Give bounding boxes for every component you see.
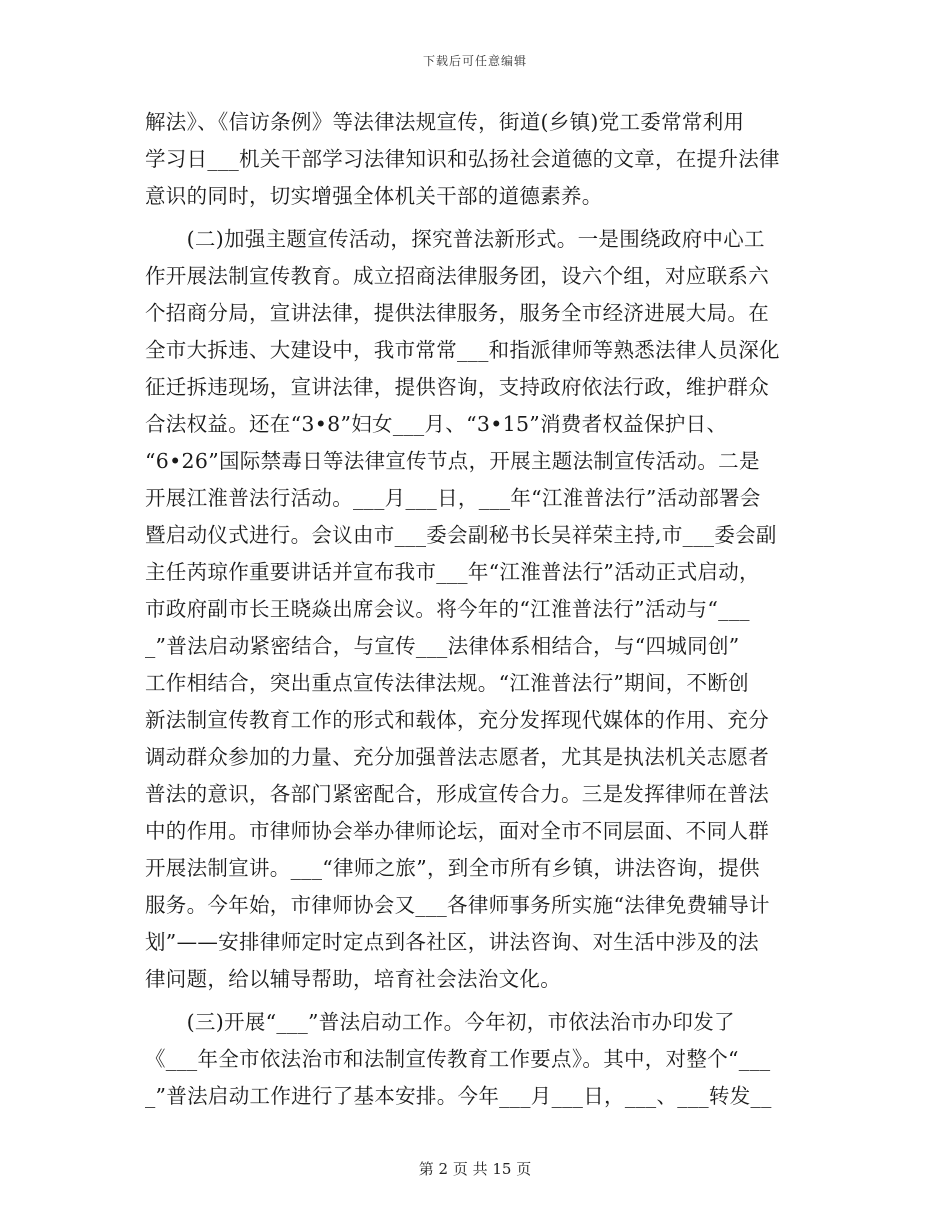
text-line: 市政府副市长王晓焱出席会议。将今年的“江淮普法行”活动与“___ (145, 597, 750, 621)
text-line: 征迁拆违现场，宣讲法律，提供咨询，支持政府依法行政，维护群众 (145, 375, 769, 399)
text-line: 合法权益。还在“3•8”妇女___月、“3•15”消费者权益保护日、 (145, 412, 728, 436)
text-line: _”普法启动工作进行了基本安排。今年___月___日，___、___转发__ (145, 1084, 772, 1108)
text-line: 开展江淮普法行活动。___月___日，___年“江淮普法行”活动部署会 (145, 486, 761, 510)
text-line: 主任芮琼作重要讲话并宣布我市___年“江淮普法行”活动正式启动， (145, 560, 760, 584)
text-line: 开展法制宣讲。___“律师之旅”，到全市所有乡镇，讲法咨询，提供 (145, 856, 760, 880)
text-line: 划”——安排律师定时定点到各社区，讲法咨询、对生活中涉及的法 (145, 930, 759, 954)
text-line: (二)加强主题宣传活动，探究普法新形式。一是围绕政府中心工 (145, 227, 765, 251)
text-line: 解法》、《信访条例》等法律法规宣传，街道(乡镇)党工委常常利用 (145, 110, 745, 134)
text-line: 中的作用。市律师协会举办律师论坛，面对全市不同层面、不同人群 (145, 819, 769, 843)
text-line: 作开展法制宣传教育。成立招商法律服务团，设六个组，对应联系六 (145, 264, 769, 288)
text-line: 意识的同时，切实增强全体机关干部的道德素养。 (145, 184, 603, 208)
text-line: 调动群众参加的力量、充分加强普法志愿者，尤其是执法机关志愿者 (145, 745, 769, 769)
text-line: (三)开展“___”普法启动工作。今年初，市依法治市办印发了 (145, 1010, 735, 1034)
text-line: “6•26”国际禁毒日等法律宣传节点，开展主题法制宣传活动。二是 (145, 449, 760, 473)
text-line: 服务。今年始，市律师协会又___各律师事务所实施“法律免费辅导计 (145, 893, 770, 917)
paragraph (145, 221, 807, 998)
text-line: 律问题，给以辅导帮助，培育社会法治文化。 (145, 967, 561, 991)
paragraph (145, 104, 807, 215)
page-footer: 第 2 页 共 15 页 (418, 1160, 532, 1178)
text-line: 普法的意识，各部门紧密配合，形成宣传合力。三是发挥律师在普法 (145, 782, 769, 806)
text-line: 学习日___机关干部学习法律知识和弘扬社会道德的文章，在提升法律 (145, 147, 780, 171)
page-header: 下载后可任意编辑 (422, 54, 527, 68)
text-line: 全市大拆违、大建设中，我市常常___和指派律师等熟悉法律人员深化 (145, 338, 780, 362)
text-line: 新法制宣传教育工作的形式和载体，充分发挥现代媒体的作用、充分 (145, 708, 769, 732)
text-line: 《___年全市依法治市和法制宣传教育工作要点》。其中，对整个“___ (145, 1047, 771, 1071)
text-line: 工作相结合，突出重点宣传法律法规。“江淮普法行”期间，不断创 (145, 671, 749, 695)
text-line: _”普法启动紧密结合，与宣传___法律体系相结合，与“四城同创” (145, 634, 740, 658)
text-line: 个招商分局，宣讲法律，提供法律服务，服务全市经济进展大局。在 (145, 301, 769, 325)
text-line: 暨启动仪式进行。会议由市___委会副秘书长吴祥荣主持,市___委会副 (145, 523, 777, 547)
document-body (145, 104, 807, 1115)
paragraph (145, 1004, 807, 1115)
